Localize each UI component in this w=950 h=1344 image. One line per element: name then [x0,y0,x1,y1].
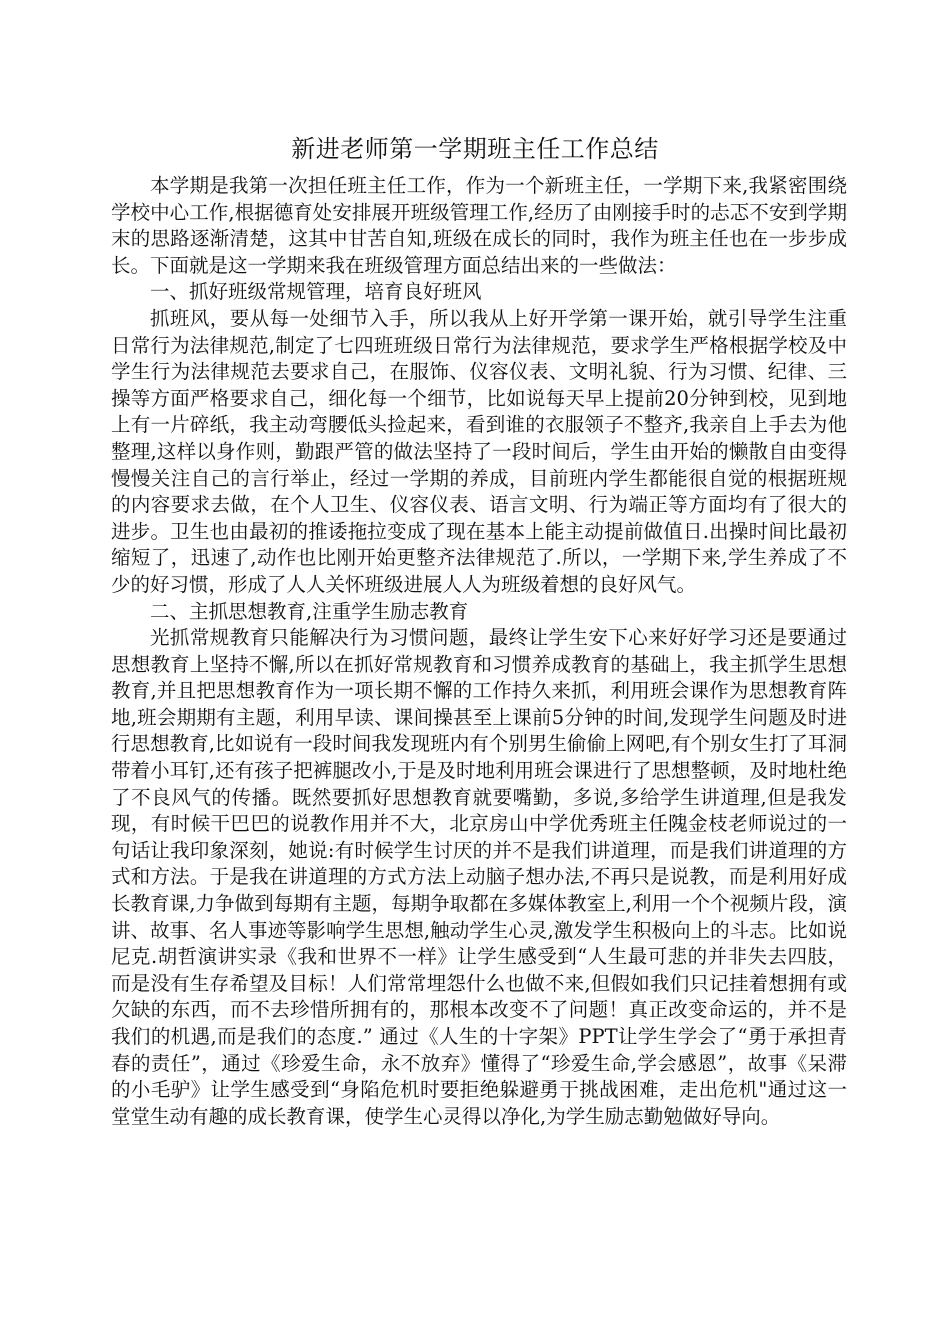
section-2-paragraph: 光抓常规教育只能解决行为习惯问题，最终让学生安下心来好好学习还是要通过思想教育上坚持不懈,所以在抓好常规教育和习惯养成教育的基础上，我主抓学生思想教育,并且把思想教育作为一项长期不懈的工作持久来抓，利用班会课作为思想教育阵地,班会期期有主题，利用早读、课间操甚至上课前5分钟的时间,发现学生问题及时进行思想教育,比如说有一段时间我发现班内有个别男生偷偷上网吧,有个别女生打了耳洞带着小耳钉,还有孩子把裤腿改小,于是及时地利用班会课进行了思想整顿，及时地杜绝了不良风气的传播。既然要抓好思想教育就要嘴勤，多说,多给学生讲道理,但是我发现，有时候干巴巴的说教作用并不大，北京房山中学优秀班主任隗金枝老师说过的一句话让我印象深刻，她说:有时候学生讨厌的并不是我们讲道理，而是我们讲道理的方式和方法。于是我在讲道理的方式方法上动脑子想办法,不再只是说教，而是利用好成长教育课,力争做到每期有主题，每期争取都在多媒体教室上,利用一个个视频片段，演讲、故事、名人事迹等影响学生思想,触动学生心灵,激发学生积极向上的斗志。比如说尼克.胡哲演讲实录《我和世界不一样》让学生感受到“人生最可悲的并非失去四肢，而是没有生存希望及目标！人们常常埋怨什么也做不来,但假如我们只记挂着想拥有或欠缺的东西，而不去珍惜所拥有的，那根本改变不了问题！真正改变命运的，并不是我们的机遇,而是我们的态度.” 通过《人生的十字架》PPT让学生学会了“勇于承担青春的责任”，通过《珍爱生命，永不放弃》懂得了“珍爱生命,学会感恩”，故事《呆滞的小毛驴》让学生感受到“身陷危机时要拒绝躲避勇于挑战困难，走出危机"通过这一堂堂生动有趣的成长教育课，使学生心灵得以净化,为学生励志勤勉做好导向。 [111,626,847,1128]
document-title: 新进老师第一学期班主任工作总结 [291,135,659,163]
section-1-paragraph: 抓班风，要从每一处细节入手，所以我从上好开学第一课开始，就引导学生注重日常行为法律规范,制定了七四班班级日常行为法律规范，要求学生严格根据学校及中学生行为法律规范去要求自己，在服饰、仪容仪表、文明礼貌、行为习惯、纪律、三操等方面严格要求自己，细化每一个细节，比如说每天早上提前20分钟到校，见到地上有一片碎纸，我主动弯腰低头捡起来，看到谁的衣服领子不整齐,我亲自上手去为他整理,这样以身作则，勤跟严管的做法坚持了一段时间后，学生由开始的懒散自由变得慢慢关注自己的言行举止，经过一学期的养成，目前班内学生都能很自觉的根据班规的内容要求去做，在个人卫生、仪容仪表、语言文明、行为端正等方面均有了很大的进步。卫生也由最初的推诿拖拉变成了现在基本上能主动提前做值日.出操时间比最初缩短了，迅速了,动作也比刚开始更整齐法律规范了.所以，一学期下来,学生养成了不少的好习惯，形成了人人关怀班级进展人人为班级着想的良好风气。 [111,306,847,596]
section-heading-1: 一、抓好班级常规管理，培育良好班风 [150,280,482,304]
section-heading-2: 二、主抓思想教育,注重学生励志教育 [150,599,469,623]
document-body [111,173,847,1130]
intro-paragraph: 本学期是我第一次担任班主任工作，作为一个新班主任，一学期下来,我紧密围绕学校中心工作,根据德育处安排展开班级管理工作,经历了由刚接手时的忐忑不安到学期末的思路逐渐清楚，这其中甘苦自知,班级在成长的同时，我作为班主任也在一步步成长。下面就是这一学期来我在班级管理方面总结出来的一些做法： [111,174,847,277]
